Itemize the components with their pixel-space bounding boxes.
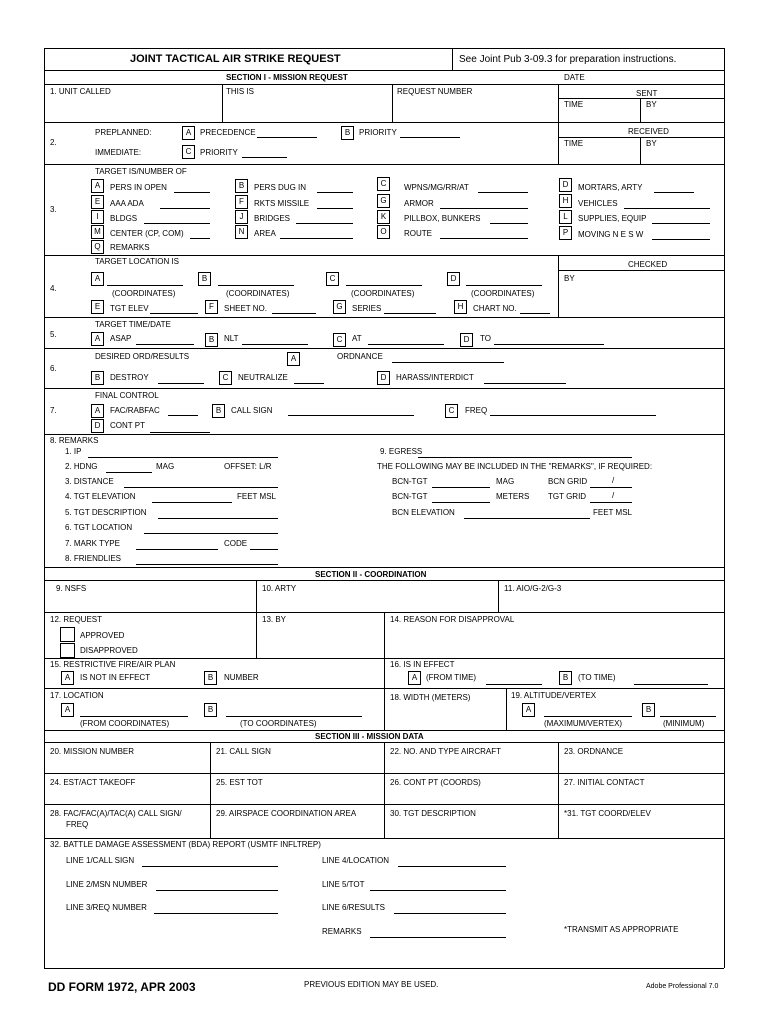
location-c-field[interactable] [346,285,422,286]
rule [44,773,724,774]
fac-field[interactable] [168,415,198,416]
nlt-b-box[interactable]: B [205,333,218,347]
from-time-field[interactable] [486,684,542,685]
cont-pt-coords-label: 26. CONT PT (COORDS) [390,778,481,787]
line-2-label: LINE 2/MSN NUMBER [66,880,148,889]
pers-dug-in-label: PERS DUG IN [254,183,307,192]
target-p-box[interactable]: P [559,226,572,240]
ip-label: 1. IP [65,447,82,456]
nlt-label: NLT [224,334,239,343]
bcn-grid-field[interactable] [590,487,632,488]
border-top [44,48,724,49]
by-label: 13. BY [262,615,287,624]
friendlies-label: 8. FRIENDLIES [65,554,122,563]
rule [558,98,724,99]
row-2-number: 2. [50,138,57,147]
area-label: AREA [254,229,276,238]
rule [256,612,257,658]
mag-label: MAG [156,462,175,471]
target-o-box[interactable]: O [377,225,390,239]
title-divider [44,70,724,71]
desired-results-heading: DESIRED ORD/RESULTS [95,352,190,361]
rule [44,255,724,256]
bda-heading: 32. BATTLE DAMAGE ASSESSMENT (BDA) REPORT (USMTF INFLTREP) [50,840,321,849]
row-7-number: 7. [50,406,57,415]
received-time-label: TIME [564,139,584,148]
rule [44,84,724,85]
call-sign-21-label: 21. CALL SIGN [216,747,271,756]
line-1-field[interactable] [142,866,278,867]
form-identifier: DD FORM 1972, APR 2003 [48,980,196,994]
to-label: TO [480,334,491,343]
tgt-grid-field[interactable] [590,502,632,503]
tgt-elev-label: TGT ELEV [110,304,149,313]
target-f-box[interactable]: F [235,195,248,209]
rule [498,580,499,612]
rule [558,122,559,164]
received-label: RECEIVED [628,127,669,136]
maximum-label: (MAXIMUM/VERTEX) [544,719,623,728]
asap-label: ASAP [110,334,132,343]
tgt-description-30-label: 30. TGT DESCRIPTION [390,809,476,818]
software-text: Adobe Professional 7.0 [646,983,719,990]
number-label: NUMBER [224,673,259,682]
rule [558,84,559,122]
airspace-label: 29. AIRSPACE COORDINATION AREA [216,809,357,818]
row-5-number: 5. [50,330,57,339]
aio-label: 11. AIO/G-2/G-3 [504,584,562,593]
location-b-coord-label: (COORDINATES) [226,289,290,298]
rule [640,98,641,122]
meters-label: METERS [496,492,530,501]
sent-by-label: BY [646,100,657,109]
fac-freq-label: FREQ [66,820,89,829]
altitude-b-box[interactable]: B [642,703,655,717]
location-a-box[interactable]: A [91,272,104,286]
supplies-label: SUPPLIES, EQUIP [578,214,647,223]
form-title: JOINT TACTICAL AIR STRIKE REQUEST [130,53,341,65]
following-text: THE FOLLOWING MAY BE INCLUDED IN THE "REMARKS", IF REQUIRED: [377,462,653,471]
location-d-coord-label: (COORDINATES) [471,289,535,298]
pillbox-label: PILLBOX, BUNKERS [404,214,481,223]
altitude-label: 19. ALTITUDE/VERTEX [511,691,597,700]
route-label: ROUTE [404,229,432,238]
fac-a-box[interactable]: A [91,404,104,418]
approved-label: APPROVED [80,631,125,640]
tgt-elev-e-box[interactable]: E [91,300,104,314]
sheet-no-label: SHEET NO. [224,304,267,313]
final-control-heading: FINAL CONTROL [95,391,159,400]
remarks-target-label: REMARKS [110,243,150,252]
section-1-title: SECTION I - MISSION REQUEST [226,73,348,82]
freq-label: FREQ [465,406,488,415]
bcn-feet-msl-label: FEET MSL [593,508,632,517]
target-e-box[interactable]: E [91,195,104,209]
bldgs-label: BLDGS [110,214,138,223]
request-number-label: REQUEST NUMBER [397,87,473,96]
from-time-label: (FROM TIME) [426,673,477,682]
mortars-label: MORTARS, ARTY [578,183,643,192]
to-time-label: (TO TIME) [578,673,616,682]
location-b-field[interactable] [218,285,294,286]
tgt-grid-label: TGT GRID [548,492,587,501]
restrictive-label: 15. RESTRICTIVE FIRE/AIR PLAN [50,660,176,669]
line-5-field[interactable] [370,890,506,891]
location-c-box[interactable]: C [326,272,339,286]
egress-field[interactable] [418,457,632,458]
code-label: CODE [224,539,248,548]
rule [44,122,724,123]
pers-in-open-field[interactable] [174,192,210,193]
rule [210,742,211,838]
reason-label: 14. REASON FOR DISAPPROVAL [390,615,515,624]
at-field[interactable] [368,344,444,345]
disapproved-checkbox[interactable] [60,643,75,658]
target-location-heading: TARGET LOCATION IS [95,257,180,266]
precedence-field[interactable] [257,137,317,138]
rule [558,255,559,317]
row-4-number: 4. [50,284,57,293]
freq-field[interactable] [490,415,656,416]
offset-label: OFFSET: L/R [224,462,272,471]
immediate-label: IMMEDIATE: [95,148,142,157]
distance-field[interactable] [124,487,278,488]
disapproved-label: DISAPPROVED [80,646,138,655]
aircraft-label: 22. NO. AND TYPE AIRCRAFT [390,747,501,756]
sheet-no-f-box[interactable]: F [205,300,218,314]
line-3-field[interactable] [154,913,278,914]
target-q-box[interactable]: Q [91,240,104,254]
tgt-grid-slash: / [612,491,615,500]
series-field[interactable] [384,313,436,314]
egress-label: 9. EGRESS [380,447,423,456]
tgt-description-label: 5. TGT DESCRIPTION [65,508,147,517]
feet-msl-label: FEET MSL [237,492,276,501]
area-field[interactable] [280,238,353,239]
border-right [724,48,725,968]
fac-label: FAC/RABFAC [110,406,160,415]
wpns-field[interactable] [478,192,528,193]
line-2-field[interactable] [156,890,278,891]
mission-number-label: 20. MISSION NUMBER [50,747,135,756]
this-is-label: THIS IS [226,87,255,96]
neutralize-field[interactable] [294,383,324,384]
bcn-tgt-meters-field[interactable] [432,502,490,503]
sent-label: SENT [636,89,658,98]
at-label: AT [352,334,362,343]
chart-no-field[interactable] [520,313,550,314]
rule [44,580,724,581]
maximum-field[interactable] [544,716,632,717]
tgt-coord-label: *31. TGT COORD/ELEV [564,809,651,818]
title-vdivider [452,48,453,70]
tgt-description-field[interactable] [158,518,278,519]
bcn-grid-slash: / [612,476,615,485]
line-6-label: LINE 6/RESULTS [322,903,385,912]
line-6-field[interactable] [394,913,506,914]
from-coord-label: (FROM COORDINATES) [80,719,170,728]
rule [44,388,724,389]
tgt-elevation-label: 4. TGT ELEVATION [65,492,136,501]
rule [558,137,724,138]
not-in-effect-a-box[interactable]: A [61,671,74,685]
mark-type-label: 7. MARK TYPE [65,539,120,548]
center-label: CENTER (CP, COM) [110,229,184,238]
rule [44,434,724,435]
hdng-field[interactable] [106,472,152,473]
line-4-field[interactable] [398,866,506,867]
rule [44,838,724,839]
sent-time-label: TIME [564,100,584,109]
approved-checkbox[interactable] [60,627,75,642]
ip-field[interactable] [88,457,278,458]
target-j-box[interactable]: J [235,210,248,224]
code-field[interactable] [250,549,278,550]
rule [640,137,641,164]
border-bottom [44,968,724,969]
to-d-box[interactable]: D [460,333,473,347]
location-d-field[interactable] [466,285,542,286]
vehicles-label: VEHICLES [578,199,618,208]
to-coord-b-box[interactable]: B [204,703,217,717]
results-a-box[interactable]: A [287,352,300,366]
immediate-priority-field[interactable] [242,157,287,158]
row-6-number: 6. [50,364,57,373]
ordnance-label: ORDNANCE [337,352,383,361]
ordnance-field[interactable] [392,362,504,363]
sheet-no-field[interactable] [272,313,316,314]
bridges-field[interactable] [296,223,353,224]
remarks-heading: 8. REMARKS [50,436,99,445]
target-n-box[interactable]: N [235,225,248,239]
destroy-field[interactable] [158,383,204,384]
to-field[interactable] [494,344,604,345]
rule [392,84,393,122]
aaa-ada-label: AAA ADA [110,199,144,208]
preplanned-a-box[interactable]: A [182,126,195,140]
location-d-box[interactable]: D [447,272,460,286]
hdng-label: 2. HDNG [65,462,98,471]
fac-call-sign-label: 28. FAC/FAC(A)/TAC(A) CALL SIGN/ [50,809,182,818]
checked-label: CHECKED [628,260,668,269]
to-coord-field[interactable] [226,716,362,717]
target-h-box[interactable]: H [559,194,572,208]
harass-label: HARASS/INTERDICT [396,373,474,382]
at-c-box[interactable]: C [333,333,346,347]
mark-type-field[interactable] [136,549,218,550]
to-time-b-box[interactable]: B [559,671,572,685]
rule [44,804,724,805]
bda-remarks-label: REMARKS [322,927,362,936]
cont-pt-d-box[interactable]: D [91,419,104,433]
vehicles-field[interactable] [624,208,710,209]
target-m-box[interactable]: M [91,225,104,239]
location-a-field[interactable] [107,285,183,286]
est-tot-label: 25. EST TOT [216,778,263,787]
in-effect-label: 16. IS IN EFFECT [390,660,455,669]
rule [44,688,724,689]
chart-no-label: CHART NO. [473,304,517,313]
tgt-location-label: 6. TGT LOCATION [65,523,133,532]
armor-field[interactable] [440,208,528,209]
bridges-label: BRIDGES [254,214,291,223]
line-3-label: LINE 3/REQ NUMBER [66,903,147,912]
center-field[interactable] [190,238,210,239]
target-l-box[interactable]: L [559,210,572,224]
bldgs-field[interactable] [144,223,210,224]
section-3-title: SECTION III - MISSION DATA [315,732,424,741]
location-a-coord-label: (COORDINATES) [112,289,176,298]
number-b-box[interactable]: B [204,671,217,685]
preplanned-label: PREPLANNED: [95,128,152,137]
friendlies-field[interactable] [136,564,278,565]
previous-edition-text: PREVIOUS EDITION MAY BE USED. [304,980,439,989]
bcn-mag-label: MAG [496,477,515,486]
target-is-heading: TARGET IS/NUMBER OF [95,167,187,176]
from-coord-field[interactable] [80,716,188,717]
bcn-tgt-mag-field[interactable] [432,487,490,488]
bcn-grid-label: BCN GRID [548,477,588,486]
request-label: 12. REQUEST [50,615,103,624]
mortars-field[interactable] [654,192,694,193]
target-time-heading: TARGET TIME/DATE [95,320,171,329]
chart-no-h-box[interactable]: H [454,300,467,314]
unit-called-label: 1. UNIT CALLED [50,87,111,96]
neutralize-label: NEUTRALIZE [238,373,288,382]
pers-in-open-label: PERS IN OPEN [110,183,167,192]
takeoff-label: 24. EST/ACT TAKEOFF [50,778,136,787]
cont-pt-field[interactable] [150,432,210,433]
call-sign-b-box[interactable]: B [212,404,225,418]
precedence-label: PRECEDENCE [200,128,256,137]
immediate-c-box[interactable]: C [182,145,195,159]
from-time-a-box[interactable]: A [408,671,421,685]
nlt-field[interactable] [242,344,308,345]
destroy-label: DESTROY [110,373,149,382]
rule [384,742,385,838]
rule [44,348,724,349]
tgt-elevation-field[interactable] [152,502,232,503]
rule [558,270,724,271]
minimum-label: (MINIMUM) [663,719,705,728]
preplanned-priority-label: PRIORITY [359,128,397,137]
supplies-field[interactable] [652,223,710,224]
target-i-box[interactable]: I [91,210,104,224]
target-g-box[interactable]: G [377,194,390,208]
to-time-field[interactable] [634,684,708,685]
pers-dug-in-field[interactable] [317,192,353,193]
moving-label: MOVING N E S W [578,230,644,239]
rule [256,580,257,612]
location-label: 17. LOCATION [50,691,104,700]
rule [222,84,223,122]
nsfs-label: 9. NSFS [56,584,87,593]
rule [44,567,724,568]
checked-by-label: BY [564,274,575,283]
line-1-label: LINE 1/CALL SIGN [66,856,135,865]
tgt-elev-field[interactable] [150,313,198,314]
immediate-priority-label: PRIORITY [200,148,238,157]
bcn-elevation-field[interactable] [464,518,590,519]
received-by-label: BY [646,139,657,148]
rule [44,730,724,731]
transmit-note: *TRANSMIT AS APPROPRIATE [564,925,679,934]
section-2-title: SECTION II - COORDINATION [315,570,427,579]
series-label: SERIES [352,304,382,313]
destroy-b-box[interactable]: B [91,371,104,385]
border-left [44,48,45,968]
rule [384,612,385,658]
wpns-label: WPNS/MG/RR/AT [404,183,469,192]
minimum-field[interactable] [660,716,716,717]
row-3-number: 3. [50,205,57,214]
call-sign-label: CALL SIGN [231,406,273,415]
target-a-box[interactable]: A [91,179,104,193]
target-c-box[interactable]: C [377,177,390,191]
line-5-label: LINE 5/TOT [322,880,365,889]
rkts-missile-label: RKTS MISSILE [254,199,310,208]
pillbox-field[interactable] [490,223,528,224]
location-c-coord-label: (COORDINATES) [351,289,415,298]
preplanned-priority-field[interactable] [400,137,460,138]
rule [384,658,385,730]
altitude-a-box[interactable]: A [522,703,535,717]
rkts-missile-field[interactable] [317,208,353,209]
distance-label: 3. DISTANCE [65,477,114,486]
armor-label: ARMOR [404,199,434,208]
rule [44,164,724,165]
bcn-tgt-mag-label: BCN-TGT [392,477,428,486]
line-4-label: LINE 4/LOCATION [322,856,389,865]
target-k-box[interactable]: K [377,210,390,224]
bcn-elevation-label: BCN ELEVATION [392,508,455,517]
aaa-ada-field[interactable] [160,208,210,209]
instructions-text: See Joint Pub 3-09.3 for preparation instructions. [459,54,677,65]
date-label: DATE [564,73,585,82]
arty-label: 10. ARTY [262,584,297,593]
neutralize-c-box[interactable]: C [219,371,232,385]
initial-contact-label: 27. INITIAL CONTACT [564,778,645,787]
moving-field[interactable] [652,239,710,240]
rule [44,317,724,318]
series-g-box[interactable]: G [333,300,346,314]
tgt-location-field[interactable] [144,533,278,534]
harass-field[interactable] [484,383,566,384]
from-coord-a-box[interactable]: A [61,703,74,717]
to-coord-label: (TO COORDINATES) [240,719,317,728]
cont-pt-label: CONT PT [110,421,145,430]
asap-a-box[interactable]: A [91,332,104,346]
freq-c-box[interactable]: C [445,404,458,418]
route-field[interactable] [440,238,528,239]
location-b-box[interactable]: B [198,272,211,286]
ordnance-23-label: 23. ORDNANCE [564,747,624,756]
harass-d-box[interactable]: D [377,371,390,385]
bcn-tgt-meters-label: BCN-TGT [392,492,428,501]
target-b-box[interactable]: B [235,179,248,193]
width-label: 18. WIDTH (METERS) [390,693,471,702]
not-in-effect-label: IS NOT IN EFFECT [80,673,151,682]
preplanned-b-box[interactable]: B [341,126,354,140]
bda-remarks-field[interactable] [370,937,506,938]
asap-field[interactable] [136,344,194,345]
rule [558,742,559,838]
call-sign-field[interactable] [288,415,414,416]
target-d-box[interactable]: D [559,178,572,192]
rule [506,688,507,730]
